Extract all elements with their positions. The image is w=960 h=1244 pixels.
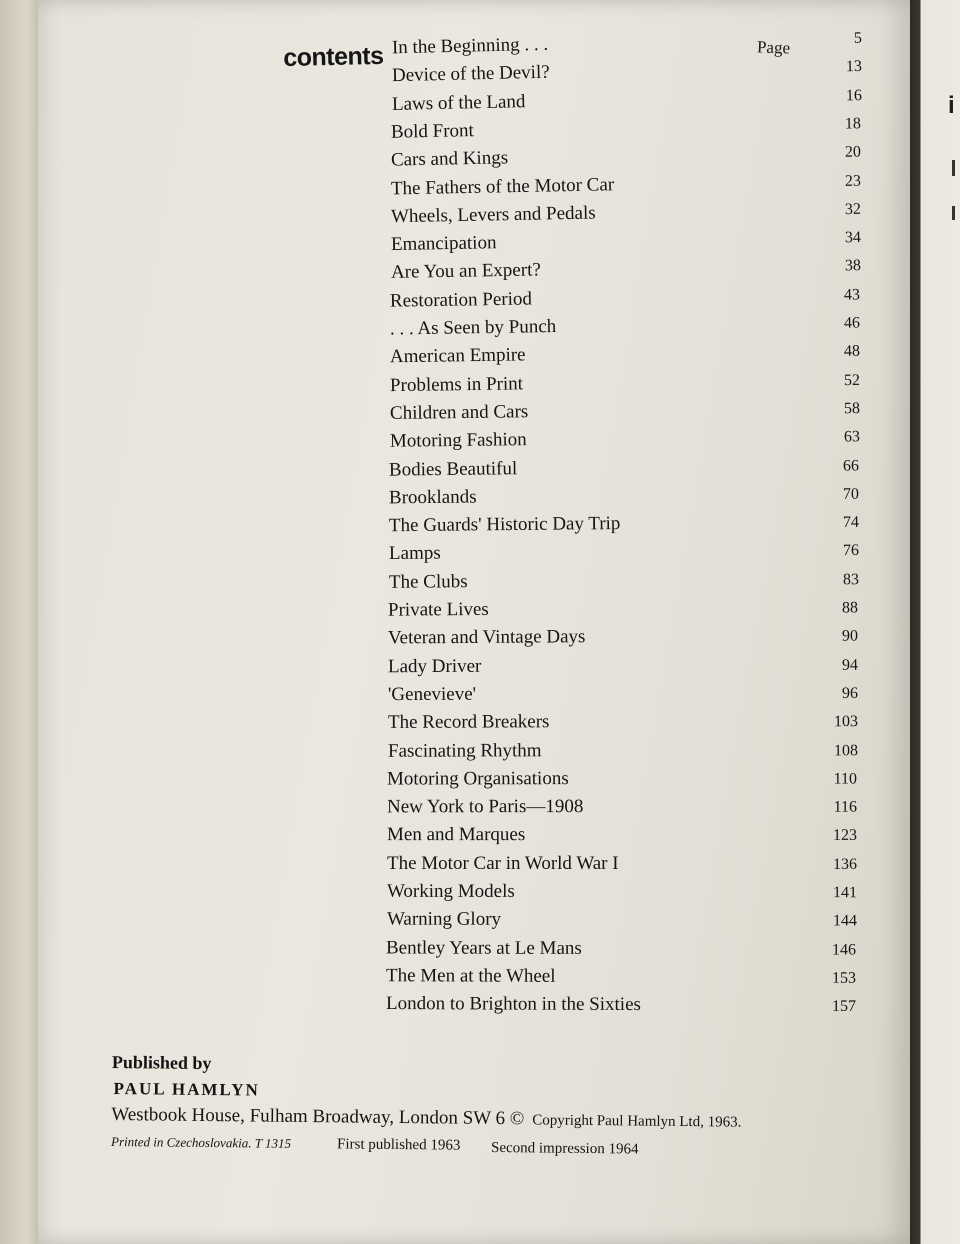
toc-entry-page: 103 <box>833 713 858 731</box>
toc-entry-page: 23 <box>844 172 862 190</box>
printed-in-note: Printed in Czechoslovakia. T 1315 <box>110 1133 292 1151</box>
toc-entry <box>389 482 859 515</box>
facing-page-mark <box>952 206 955 220</box>
toc-entry-page: 46 <box>844 314 861 332</box>
toc-entry-title: London to Brighton in the Sixties <box>385 993 641 1016</box>
toc-entry-page: 66 <box>843 456 860 475</box>
toc-entry-title: Brooklands <box>389 486 477 509</box>
toc-entry <box>389 539 859 571</box>
toc-entry-page: 83 <box>842 570 859 588</box>
toc-entry <box>388 625 858 656</box>
toc-entry-title: Men and Marques <box>387 824 526 846</box>
toc-entry-page: 52 <box>843 371 860 389</box>
table-of-contents <box>385 29 863 1040</box>
toc-entry-title: Lamps <box>388 542 441 565</box>
toc-entry <box>387 767 857 796</box>
toc-entry-title: Restoration Period <box>390 288 533 312</box>
facing-page-edge <box>910 0 960 1244</box>
toc-entry-page: 16 <box>845 86 862 104</box>
toc-entry <box>389 425 859 458</box>
copyright-notice: Copyright Paul Hamlyn Ltd, 1963. <box>532 1112 742 1131</box>
toc-entry-page: 18 <box>845 115 862 133</box>
toc-entry-title: Are You an Expert? <box>390 259 541 284</box>
second-impression-note: Second impression 1964 <box>490 1139 639 1158</box>
toc-entry <box>389 568 859 600</box>
toc-entry-page: 116 <box>833 798 858 816</box>
toc-entry-page: 58 <box>843 399 860 418</box>
toc-entry-title: Cars and Kings <box>391 147 509 171</box>
toc-entry <box>388 710 858 740</box>
toc-entry-title: Bentley Years at Le Mans <box>386 937 583 959</box>
toc-entry <box>389 454 859 487</box>
toc-entry <box>386 909 856 938</box>
toc-entry-title: Motoring Fashion <box>389 429 527 452</box>
toc-entry-page: 48 <box>843 342 861 361</box>
toc-entry-page: 90 <box>842 627 859 645</box>
facing-page-mark <box>952 160 955 176</box>
toc-entry <box>388 739 858 768</box>
toc-entry-title: The Fathers of the Motor Car <box>390 173 615 199</box>
toc-entry-page: 38 <box>844 257 861 275</box>
toc-entry-page: 43 <box>844 286 861 304</box>
toc-entry-title: The Motor Car in World War I <box>386 852 619 874</box>
toc-entry-title: Warning Glory <box>386 908 501 931</box>
toc-entry-page: 63 <box>843 428 860 446</box>
first-published-note: First published 1963 <box>336 1136 461 1154</box>
toc-entry-title: Lady Driver <box>388 655 482 677</box>
toc-entry <box>386 993 856 1023</box>
published-by-label: Published by <box>111 1052 212 1074</box>
toc-entry-page: 123 <box>833 827 858 845</box>
toc-entry-title: Problems in Print <box>389 372 523 396</box>
toc-entry <box>387 881 857 909</box>
toc-entry-title: The Guards' Historic Day Trip <box>388 513 621 537</box>
contents-heading: contents <box>283 41 384 72</box>
toc-entry-page: 74 <box>842 513 860 532</box>
toc-entry <box>389 511 859 543</box>
toc-entry-title: 'Genevieve' <box>387 683 477 705</box>
toc-entry-title: . . . As Seen by Punch <box>390 316 557 340</box>
toc-entry-title: Laws of the Land <box>391 90 526 115</box>
toc-entry-page: 108 <box>833 741 858 759</box>
toc-entry-page: 153 <box>832 969 857 987</box>
toc-entry-page: 34 <box>844 229 861 247</box>
toc-entry-page: 13 <box>845 58 862 76</box>
toc-entry-page: 88 <box>842 599 859 617</box>
toc-entry-title: Motoring Organisations <box>387 767 570 790</box>
toc-entry-page: 76 <box>842 542 859 560</box>
toc-entry <box>387 824 857 852</box>
toc-entry-page: 20 <box>845 143 862 161</box>
toc-entry-page: 94 <box>842 656 859 674</box>
page-column-header: Page <box>756 37 791 58</box>
toc-entry-title: Working Models <box>386 880 515 902</box>
toc-entry <box>387 796 857 825</box>
toc-entry-title: Private Lives <box>388 598 490 621</box>
toc-entry-page: 157 <box>831 998 857 1016</box>
toc-entry-title: Device of the Devil? <box>391 61 550 87</box>
toc-entry <box>387 853 857 881</box>
toc-entry-title: Children and Cars <box>389 401 529 424</box>
toc-entry-title: Veteran and Vintage Days <box>388 626 586 649</box>
toc-entry-title: In the Beginning . . . <box>391 33 549 59</box>
toc-entry-title: Wheels, Levers and Pedals <box>390 202 596 228</box>
publisher-name: PAUL HAMLYN <box>113 1079 260 1100</box>
toc-entry <box>388 682 858 712</box>
toc-entry-title: Fascinating Rhythm <box>387 739 542 762</box>
toc-entry-title: Bodies Beautiful <box>389 457 518 481</box>
toc-entry-title: Bold Front <box>391 119 475 143</box>
toc-entry-page: 144 <box>832 912 857 930</box>
facing-page-letter: i <box>948 92 955 119</box>
toc-entry-page: 32 <box>844 200 862 218</box>
toc-entry-title: American Empire <box>389 344 526 368</box>
toc-entry-page: 110 <box>833 770 858 788</box>
toc-entry <box>388 653 858 684</box>
toc-entry <box>386 965 856 995</box>
toc-entry-page: 5 <box>853 29 863 47</box>
toc-entry <box>388 596 858 627</box>
toc-entry-title: New York to Paris—1908 <box>387 796 584 818</box>
toc-entry-title: The Clubs <box>388 570 468 593</box>
toc-entry-page: 96 <box>841 684 858 702</box>
toc-entry <box>386 937 856 966</box>
toc-entry-title: Emancipation <box>390 232 497 256</box>
toc-entry-title: The Men at the Wheel <box>386 965 556 987</box>
toc-entry-page: 141 <box>832 884 857 902</box>
toc-entry-title: The Record Breakers <box>387 711 550 734</box>
toc-entry-page: 136 <box>832 855 857 873</box>
publisher-address: Westbook House, Fulham Broadway, London SW 6 © <box>111 1103 525 1130</box>
toc-entry-page: 146 <box>832 941 857 959</box>
toc-entry-page: 70 <box>843 485 860 503</box>
